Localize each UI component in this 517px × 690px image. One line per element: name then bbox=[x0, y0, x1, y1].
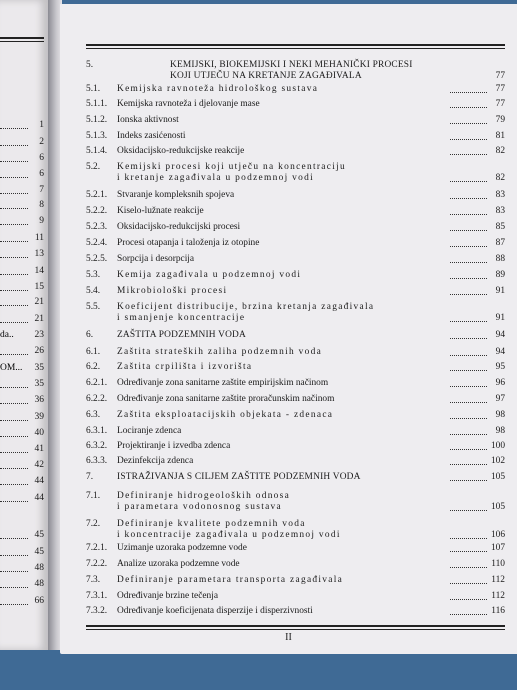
toc-entry-title: Mikrobiološki procesi bbox=[117, 286, 228, 296]
toc-entry bbox=[60, 606, 517, 626]
left-page-number: 42 bbox=[34, 460, 44, 470]
toc-entry-page: 77 bbox=[495, 84, 505, 94]
toc-entry-title: Kiselo-lužnate reakcije bbox=[117, 206, 204, 216]
left-page-number: 7 bbox=[39, 185, 44, 195]
toc-entry bbox=[60, 162, 517, 182]
left-leader bbox=[0, 571, 28, 572]
toc-entry-title: Ionska aktivnost bbox=[117, 115, 179, 125]
bottom-rule-thin bbox=[86, 629, 505, 630]
toc-entry-number: 6.2. bbox=[86, 362, 101, 372]
toc-entry-title: Projektiranje i izvedba zdenca bbox=[117, 441, 231, 451]
toc-leader-dots bbox=[450, 551, 487, 552]
toc-leader-dots bbox=[450, 402, 487, 403]
toc-entry-number: 5.5. bbox=[86, 302, 101, 312]
toc-leader-dots bbox=[450, 449, 487, 450]
left-page-number: 1 bbox=[39, 120, 44, 130]
toc-entry-number: 7.3.1. bbox=[86, 591, 108, 601]
toc-entry-number: 5.1. bbox=[86, 84, 101, 94]
toc-entry-title: Uzimanje uzoraka podzemne vode bbox=[117, 543, 247, 553]
toc-entry-page: 97 bbox=[495, 394, 505, 404]
left-leader bbox=[0, 468, 28, 469]
toc-entry-title: Određivanje koeficijenata disperzije i disperzivnosti bbox=[117, 606, 313, 616]
toc-entry-number: 5.2.4. bbox=[86, 238, 108, 248]
toc-entry-title: Kemijska ravnoteža hidrološkog sustava bbox=[117, 84, 319, 94]
toc-entry-title: ISTRAŽIVANJA S CILJEM ZAŠTITE PODZEMNIH VODA bbox=[117, 472, 361, 482]
toc-leader-dots bbox=[450, 262, 487, 263]
left-leader bbox=[0, 208, 28, 209]
toc-entry-title: Dezinfekcija zdenca bbox=[117, 456, 194, 466]
toc-entry-page: 105 bbox=[490, 502, 505, 512]
left-page-number: 13 bbox=[34, 249, 44, 259]
left-page-number: 6 bbox=[39, 169, 44, 179]
toc-entry-number: 6. bbox=[86, 330, 94, 340]
toc-entry-page: 96 bbox=[495, 378, 505, 388]
toc-leader-dots bbox=[450, 386, 487, 387]
toc-entry-title: Definiranje kvalitete podzemnih voda bbox=[117, 519, 306, 529]
toc-leader-dots bbox=[450, 370, 487, 371]
toc-entry-number: 7.2.1. bbox=[86, 543, 108, 553]
toc-entry-page: 112 bbox=[491, 575, 505, 585]
toc-entry bbox=[60, 491, 517, 511]
toc-leader-dots bbox=[450, 278, 487, 279]
left-page-number: 23 bbox=[34, 330, 44, 340]
toc-entry-title: ZAŠTITA PODZEMNIH VODA bbox=[117, 330, 246, 340]
left-page-number: 48 bbox=[34, 579, 44, 589]
toc-entry-page: 91 bbox=[495, 286, 505, 296]
toc-entry-title-continued: i koncentracije zagađivala u podzemnoj vodi bbox=[117, 530, 341, 540]
left-top-rule-thin bbox=[0, 41, 44, 42]
toc-leader-dots bbox=[450, 480, 487, 481]
toc-entry-title-continued: i kretanje zagađivala u podzemnoj vodi bbox=[117, 173, 315, 183]
left-leader bbox=[0, 274, 28, 275]
toc-entry-page: 82 bbox=[495, 173, 505, 183]
toc-entry-title: Zaštita eksploatacijskih objekata - zdenaca bbox=[117, 410, 334, 420]
toc-entry bbox=[60, 519, 517, 539]
toc-entry-page: 89 bbox=[495, 270, 505, 280]
left-leader bbox=[0, 241, 28, 242]
left-leader bbox=[0, 128, 28, 129]
left-leader bbox=[0, 403, 28, 404]
toc-leader-dots bbox=[450, 214, 487, 215]
toc-entry-number: 5.2.2. bbox=[86, 206, 108, 216]
toc-entry-page: 82 bbox=[495, 146, 505, 156]
toc-entry-title: Određivanje brzine tečenja bbox=[117, 591, 218, 601]
left-leader bbox=[0, 501, 28, 502]
left-page-number: 44 bbox=[34, 493, 44, 503]
toc-entry-number: 5.1.2. bbox=[86, 115, 108, 125]
left-leader bbox=[0, 538, 28, 539]
toc-entry-number: 6.3.2. bbox=[86, 441, 108, 451]
left-page-number: 39 bbox=[34, 412, 44, 422]
toc-entry-number: 5.2.5. bbox=[86, 254, 108, 264]
toc-leader-dots bbox=[450, 198, 487, 199]
toc-entry-page: 102 bbox=[490, 456, 505, 466]
left-page-number: 40 bbox=[34, 428, 44, 438]
left-page-number: 35 bbox=[34, 379, 44, 389]
left-leader bbox=[0, 484, 28, 485]
toc-leader-dots bbox=[450, 538, 487, 539]
toc-entry-page: 116 bbox=[491, 606, 505, 616]
toc-leader-dots bbox=[450, 246, 487, 247]
left-leader bbox=[0, 587, 28, 588]
toc-entry-title: Stvaranje kompleksnih spojeva bbox=[117, 190, 235, 200]
toc-entry-page: 94 bbox=[495, 347, 505, 357]
toc-entry-title-continued: i parametara vodonosnog sustava bbox=[117, 502, 283, 512]
toc-leader-dots bbox=[450, 583, 487, 584]
toc-entry-title: Kemijska ravnoteža i djelovanje mase bbox=[117, 99, 260, 109]
left-leader bbox=[0, 290, 28, 291]
toc-entry-page: 112 bbox=[491, 591, 505, 601]
left-leader bbox=[0, 177, 28, 178]
left-leader bbox=[0, 436, 28, 437]
left-page-number: 11 bbox=[34, 233, 44, 243]
toc-entry-page: 83 bbox=[495, 190, 505, 200]
left-page-number: 26 bbox=[34, 346, 44, 356]
toc-entry-number: 5.2.3. bbox=[86, 222, 108, 232]
toc-entry-title: Indeks zasićenosti bbox=[117, 131, 186, 141]
toc-entry-number: 7. bbox=[86, 472, 94, 482]
bottom-rule bbox=[86, 625, 505, 627]
toc-entry-page: 79 bbox=[495, 115, 505, 125]
left-page-number: 45 bbox=[34, 530, 44, 540]
toc-entry bbox=[60, 60, 517, 80]
toc-entry-number: 7.3.2. bbox=[86, 606, 108, 616]
toc-entry-title-continued: KOJI UTJEČU NA KRETANJE ZAGAĐIVALA bbox=[170, 71, 362, 81]
left-leader bbox=[0, 354, 28, 355]
toc-entry-title: Lociranje zdenca bbox=[117, 426, 182, 436]
left-page-fragment: OM... bbox=[0, 363, 23, 373]
left-leader bbox=[0, 420, 28, 421]
toc-entry-title: Definiranje parametara transporta zagađivala bbox=[117, 575, 344, 585]
toc-leader-dots bbox=[450, 599, 487, 600]
toc-leader-dots bbox=[450, 92, 487, 93]
toc-entry-page: 87 bbox=[495, 238, 505, 248]
toc-leader-dots bbox=[450, 181, 487, 182]
toc-entry-page: 98 bbox=[495, 426, 505, 436]
left-page-number: 41 bbox=[34, 444, 44, 454]
toc-entry-title: Oksidacijsko-redukcijske reakcije bbox=[117, 146, 245, 156]
toc-leader-dots bbox=[450, 510, 487, 511]
toc-leader-dots bbox=[450, 418, 487, 419]
toc-entry-number: 5.1.4. bbox=[86, 146, 108, 156]
left-page-number: 44 bbox=[34, 476, 44, 486]
toc-leader-dots bbox=[450, 338, 487, 339]
toc-entry-number: 6.3. bbox=[86, 410, 101, 420]
toc-entry-title-continued: i smanjenje koncentracije bbox=[117, 313, 246, 323]
toc-leader-dots bbox=[450, 434, 487, 435]
page-number: II bbox=[285, 632, 292, 643]
toc-entry-title: Koeficijent distribucije, brzina kretanja zagađivala bbox=[117, 302, 375, 312]
toc-entry-number: 7.2.2. bbox=[86, 559, 108, 569]
left-page-number: 9 bbox=[39, 216, 44, 226]
toc-leader-dots bbox=[450, 139, 487, 140]
left-leader bbox=[0, 322, 28, 323]
left-page-number: 66 bbox=[34, 596, 44, 606]
toc-entry-page: 77 bbox=[495, 99, 505, 109]
toc-entry-page: 106 bbox=[490, 530, 505, 540]
left-page-number: 8 bbox=[39, 200, 44, 210]
toc-entry-page: 83 bbox=[495, 206, 505, 216]
right-page bbox=[60, 4, 517, 654]
left-leader bbox=[0, 224, 28, 225]
toc-entry-number: 5.3. bbox=[86, 270, 101, 280]
toc-leader-dots bbox=[450, 123, 487, 124]
left-top-rule bbox=[0, 37, 44, 39]
left-page-number: 15 bbox=[34, 282, 44, 292]
toc-entry-title: Analize uzoraka podzemne vode bbox=[117, 559, 240, 569]
toc-entry-title: Određivanje zona sanitarne zaštite proračunskim načinom bbox=[117, 394, 335, 404]
toc-leader-dots bbox=[450, 355, 487, 356]
toc-entry-title: Kemija zagađivala u podzemnoj vodi bbox=[117, 270, 302, 280]
toc-entry-number: 7.3. bbox=[86, 575, 101, 585]
left-page-number: 36 bbox=[34, 395, 44, 405]
toc-entry-number: 5.1.3. bbox=[86, 131, 108, 141]
toc-entry-page: 94 bbox=[495, 330, 505, 340]
toc-entry-number: 6.3.1. bbox=[86, 426, 108, 436]
left-page-number: 45 bbox=[34, 547, 44, 557]
left-leader bbox=[0, 305, 28, 306]
toc-leader-dots bbox=[450, 230, 487, 231]
toc-entry-page: 91 bbox=[495, 313, 505, 323]
toc-leader-dots bbox=[450, 107, 487, 108]
toc-entry-title: Zaštita strateških zaliha podzemnih voda bbox=[117, 347, 323, 357]
left-leader bbox=[0, 452, 28, 453]
toc-leader-dots bbox=[450, 464, 487, 465]
toc-entry-title: Procesi otapanja i taloženja iz otopine bbox=[117, 238, 260, 248]
toc-entry-page: 95 bbox=[495, 362, 505, 372]
toc-entry-title: KEMIJSKI, BIOKEMIJSKI I NEKI MEHANIČKI PROCESI bbox=[170, 60, 413, 70]
toc-leader-dots bbox=[450, 614, 487, 615]
toc-entry-page: 107 bbox=[490, 543, 505, 553]
toc-entry-number: 5.4. bbox=[86, 286, 101, 296]
toc-entry-page: 85 bbox=[495, 222, 505, 232]
toc-leader-dots bbox=[450, 567, 487, 568]
toc-entry-number: 6.1. bbox=[86, 347, 101, 357]
toc-entry-title: Kemijski procesi koji utječu na koncentraciju bbox=[117, 162, 347, 172]
left-leader bbox=[0, 161, 28, 162]
toc-entry-number: 5.2.1. bbox=[86, 190, 108, 200]
toc-leader-dots bbox=[450, 321, 487, 322]
left-leader bbox=[0, 604, 28, 605]
left-page-number: 6 bbox=[39, 153, 44, 163]
left-page-number: 35 bbox=[34, 363, 44, 373]
toc-entry-number: 6.2.2. bbox=[86, 394, 108, 404]
left-page-number: 21 bbox=[34, 297, 44, 307]
top-rule bbox=[86, 44, 505, 46]
left-page-number: 14 bbox=[34, 266, 44, 276]
left-page-number: 2 bbox=[39, 137, 44, 147]
top-rule-thin bbox=[86, 48, 505, 49]
toc-entry-title: Zaštita crpilišta i izvorišta bbox=[117, 362, 253, 372]
toc-entry-number: 6.2.1. bbox=[86, 378, 108, 388]
toc-entry-page: 100 bbox=[490, 441, 505, 451]
toc-entry-title: Definiranje hidrogeoloških odnosa bbox=[117, 491, 291, 501]
left-leader bbox=[0, 257, 28, 258]
toc-entry bbox=[60, 472, 517, 492]
toc-entry-number: 5.1.1. bbox=[86, 99, 108, 109]
toc-entry-page: 105 bbox=[490, 472, 505, 482]
toc-entry-title: Oksidacijsko-redukcijski procesi bbox=[117, 222, 241, 232]
toc-entry-page: 110 bbox=[491, 559, 505, 569]
left-page-fragment: da.. bbox=[0, 330, 14, 340]
toc-entry bbox=[60, 302, 517, 322]
left-leader bbox=[0, 145, 28, 146]
toc-entry-title: Određivanje zona sanitarne zaštite empirijskim načinom bbox=[117, 378, 329, 388]
toc-entry-title: Sorpcija i desorpcija bbox=[117, 254, 195, 264]
left-page bbox=[0, 0, 48, 650]
toc-entry-page: 77 bbox=[495, 71, 505, 81]
left-leader bbox=[0, 555, 28, 556]
toc-entry-number: 5.2. bbox=[86, 162, 101, 172]
toc-leader-dots bbox=[450, 154, 487, 155]
toc-entry-number: 7.1. bbox=[86, 491, 101, 501]
toc-entry-page: 98 bbox=[495, 410, 505, 420]
toc-entry-page: 81 bbox=[495, 131, 505, 141]
toc-entry-number: 7.2. bbox=[86, 519, 101, 529]
toc-entry-number: 6.3.3. bbox=[86, 456, 108, 466]
left-page-number: 48 bbox=[34, 563, 44, 573]
left-page-number: 21 bbox=[34, 314, 44, 324]
toc-leader-dots bbox=[450, 294, 487, 295]
left-leader bbox=[0, 387, 28, 388]
toc-entry-page: 88 bbox=[495, 254, 505, 264]
toc-entry-number: 5. bbox=[86, 60, 94, 70]
left-leader bbox=[0, 193, 28, 194]
